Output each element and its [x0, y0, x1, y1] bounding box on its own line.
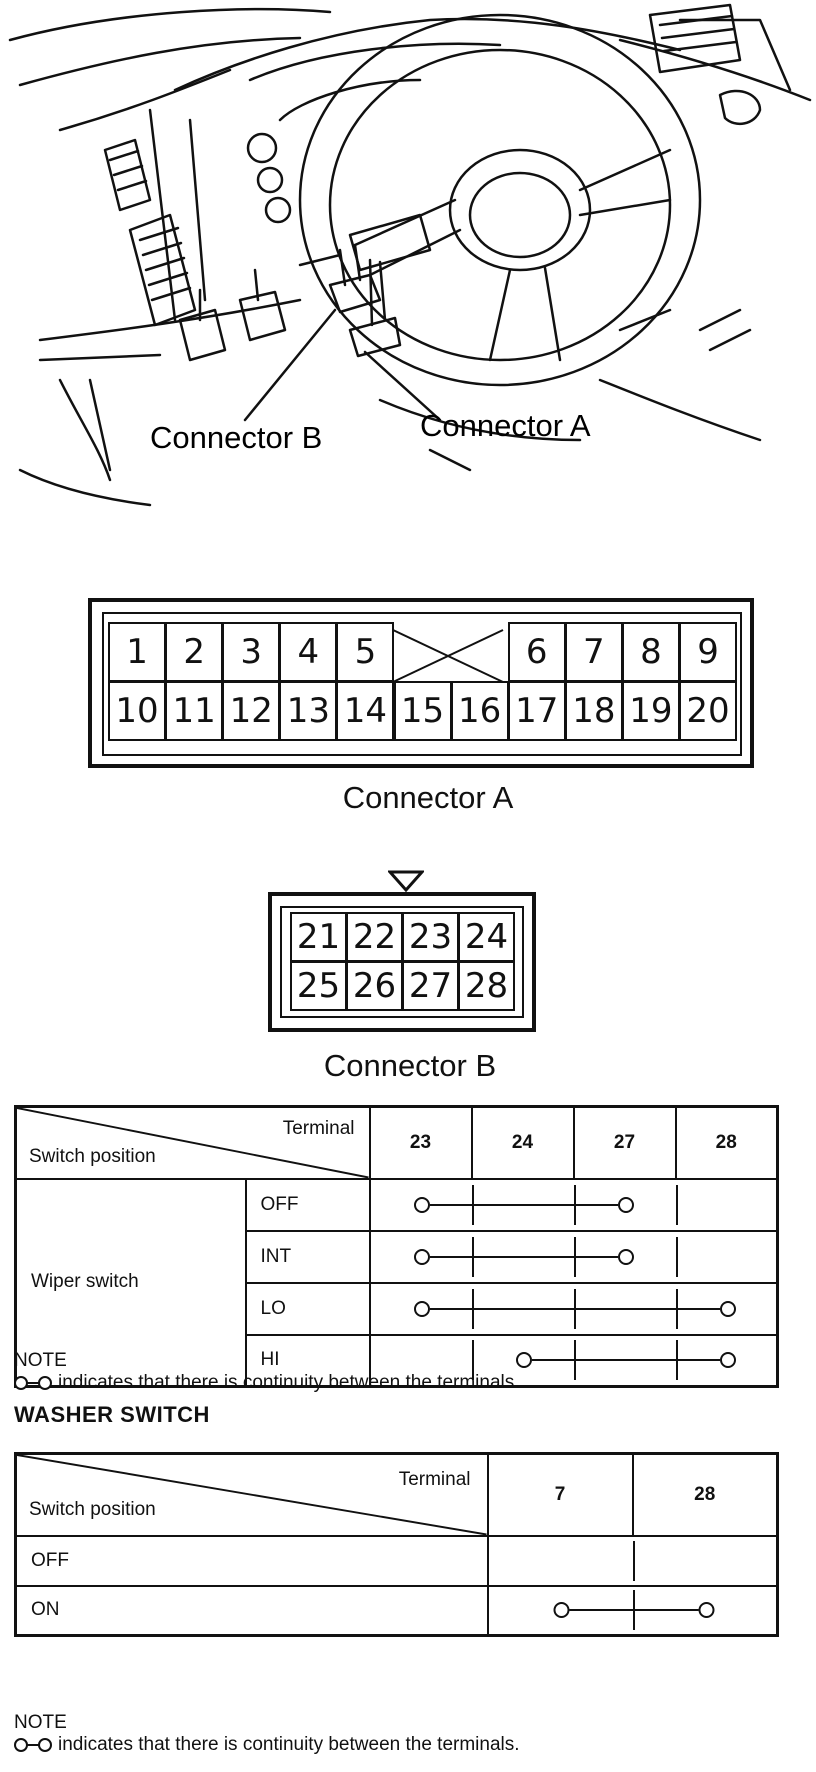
connector-a-pin: 14	[336, 681, 394, 741]
wiper-row-off: OFF	[246, 1179, 370, 1231]
connector-a-pin: 4	[279, 622, 337, 682]
wiper-header-terminal: Terminal	[282, 1118, 355, 1139]
wiper-note-text: indicates that there is continuity between the terminals.	[58, 1372, 520, 1393]
terminal-node	[415, 1198, 429, 1212]
wiper-row-lo: LO	[246, 1283, 370, 1335]
connector-a-pin: 10	[108, 681, 166, 741]
wiper-note-title: NOTE	[14, 1350, 67, 1371]
terminal-node	[721, 1353, 735, 1367]
connector-b-lock-tab	[388, 870, 424, 892]
connector-a-pin: 18	[565, 681, 623, 741]
connector-a-blank-cross	[108, 622, 736, 744]
connector-a-pin: 3	[222, 622, 280, 682]
terminal-node	[619, 1250, 633, 1264]
connector-b-pin: 22	[346, 912, 403, 962]
terminal-node	[554, 1603, 568, 1617]
wiper-header-position: Switch position	[29, 1145, 156, 1167]
continuity-wire	[371, 1185, 778, 1225]
terminal-node	[699, 1603, 713, 1617]
washer-terminal-7: 7	[488, 1454, 633, 1536]
connector-a-pin: 5	[336, 622, 394, 682]
connector-a-pin: 6	[508, 622, 566, 682]
wiper-switch-continuity-table	[14, 1105, 779, 1388]
washer-row-off: OFF	[16, 1536, 488, 1586]
washer-row-on: ON	[16, 1586, 488, 1636]
continuity-wire	[371, 1237, 778, 1277]
connector-a-pin: 1	[108, 622, 166, 682]
wiper-row-hi: HI	[246, 1335, 370, 1387]
connector-a-pin: 9	[679, 622, 737, 682]
washer-header-position: Switch position	[29, 1498, 156, 1520]
washer-terminal-28: 28	[633, 1454, 778, 1536]
wiper-row-int: INT	[246, 1231, 370, 1283]
connector-a-pin: 17	[508, 681, 566, 741]
continuity-wire	[489, 1590, 778, 1630]
washer-note-text: indicates that there is continuity between the terminals.	[58, 1734, 520, 1755]
connector-a-pin: 2	[165, 622, 223, 682]
connector-a-pin: 13	[279, 681, 337, 741]
connector-b-pin: 28	[458, 961, 515, 1011]
continuity-symbol-icon	[14, 1374, 52, 1392]
connector-a-pin: 12	[222, 681, 280, 741]
wiper-note	[14, 1350, 520, 1394]
connector-b-label: Connector B	[323, 1048, 497, 1083]
continuity-symbol-icon	[14, 1736, 52, 1754]
connector-a-pin: 8	[622, 622, 680, 682]
continuity-wire	[489, 1541, 778, 1581]
wiper-header-diagonal	[16, 1107, 370, 1179]
connector-a-pin: 11	[165, 681, 223, 741]
washer-header-diagonal	[16, 1454, 488, 1536]
connector-b-pin: 24	[458, 912, 515, 962]
connector-a-label: Connector A	[342, 780, 514, 815]
connector-a-pin: 19	[622, 681, 680, 741]
wiper-terminal-23: 23	[370, 1107, 472, 1179]
washer-switch-continuity-table	[14, 1452, 779, 1637]
callout-connector-b: Connector B	[150, 420, 323, 455]
continuity-wire	[371, 1289, 778, 1329]
wiper-terminal-24: 24	[472, 1107, 574, 1179]
connector-b-pin: 23	[402, 912, 459, 962]
steering-column-illustration	[0, 0, 816, 520]
washer-note-title: NOTE	[14, 1712, 67, 1733]
terminal-node	[619, 1198, 633, 1212]
washer-switch-title: WASHER SWITCH	[14, 1402, 210, 1427]
terminal-node	[415, 1250, 429, 1264]
wiper-switch-group-label: Wiper switch	[16, 1179, 246, 1387]
connector-b-pin: 27	[402, 961, 459, 1011]
washer-header-terminal: Terminal	[398, 1469, 471, 1490]
terminal-node	[721, 1302, 735, 1316]
terminal-node	[415, 1302, 429, 1316]
connector-b-pins	[290, 912, 514, 1012]
washer-note	[14, 1712, 520, 1756]
connector-b-pin: 21	[290, 912, 347, 962]
connector-a-pin: 16	[451, 681, 509, 741]
connector-b-pin: 25	[290, 961, 347, 1011]
wiper-terminal-28: 28	[676, 1107, 778, 1179]
connector-a-pin: 20	[679, 681, 737, 741]
callout-connector-a: Connector A	[420, 408, 591, 443]
connector-a-pin: 7	[565, 622, 623, 682]
wiper-terminal-27: 27	[574, 1107, 676, 1179]
connector-a-pin: 15	[394, 681, 452, 741]
connector-b-pin: 26	[346, 961, 403, 1011]
